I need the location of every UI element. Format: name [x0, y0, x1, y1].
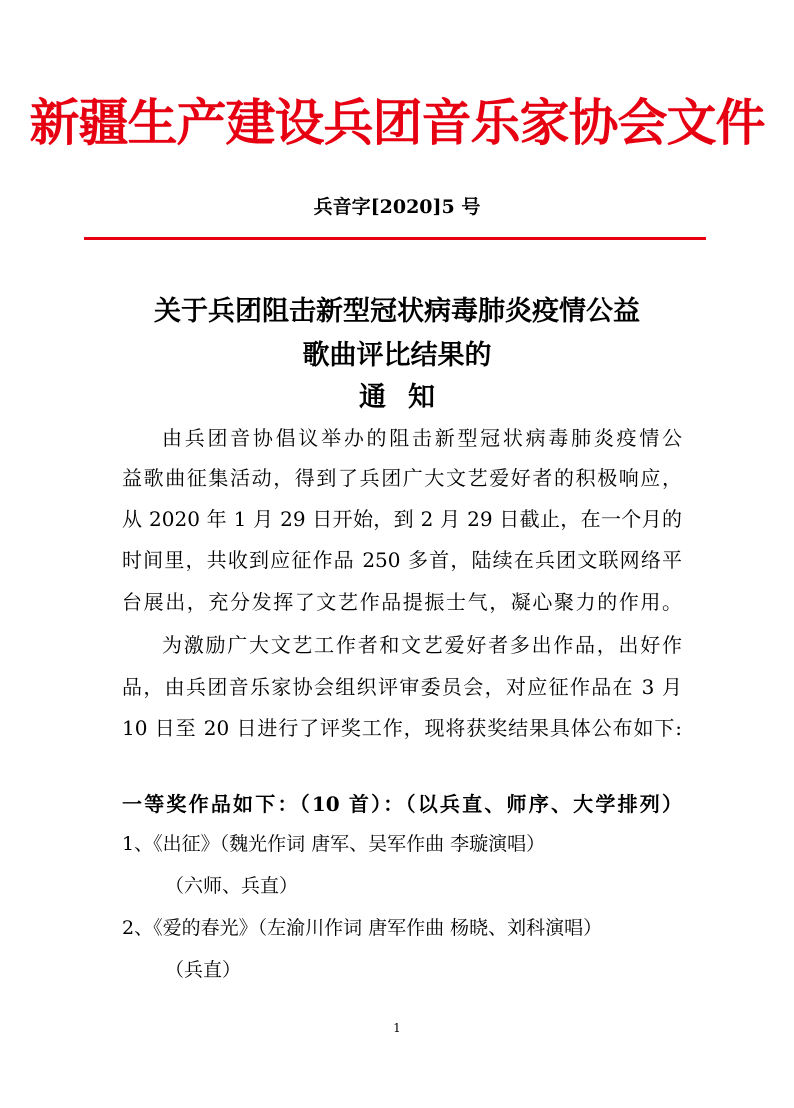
paragraph1-line3: 从 2020 年 1 月 29 日开始，到 2 月 29 日截止，在一个月的 — [122, 507, 682, 531]
award-item-1-units: （六师、兵直） — [165, 875, 299, 897]
red-divider — [84, 237, 706, 240]
award-item-2: 2、《爱的春光》（左渝川作词 唐军作曲 杨晓、刘科演唱） — [122, 917, 603, 939]
paragraph2-line2: 品，由兵团音乐家协会组织评审委员会，对应征作品在 3 月 — [122, 675, 682, 699]
paragraph1-line4: 时间里，共收到应征作品 250 多首，陆续在兵团文联网络平 — [122, 548, 682, 572]
paragraph2-line1: 为激励广大文艺工作者和文艺爱好者多出作品，出好作 — [162, 633, 682, 657]
paragraph1-line2: 益歌曲征集活动，得到了兵团广大文艺爱好者的积极响应， — [122, 466, 682, 490]
first-prize-heading: 一等奖作品如下：（10 首）：（以兵直、师序、大学排列） — [122, 792, 682, 816]
notice-title-line3: 通知 — [359, 382, 457, 413]
org-title: 新疆生产建设兵团音乐家协会文件 — [29, 93, 765, 152]
notice-title-line1: 关于兵团阻击新型冠状病毒肺炎疫情公益 — [154, 296, 640, 327]
document-number: 兵音字[2020]5 号 — [313, 196, 481, 218]
notice-title-line2: 歌曲评比结果的 — [302, 340, 492, 371]
paragraph2-line3: 10 日至 20 日进行了评奖工作，现将获奖结果具体公布如下: — [122, 716, 682, 740]
award-item-1: 1、《出征》（魏光作词 唐军、吴军作曲 李璇演唱） — [122, 833, 546, 855]
page-number: 1 — [393, 1021, 401, 1035]
paragraph1-line5: 台展出，充分发挥了文艺作品提振士气，凝心聚力的作用。 — [122, 590, 682, 614]
paragraph1-line1: 由兵团音协倡议举办的阻击新型冠状病毒肺炎疫情公 — [162, 426, 682, 450]
award-item-2-units: （兵直） — [165, 959, 242, 981]
